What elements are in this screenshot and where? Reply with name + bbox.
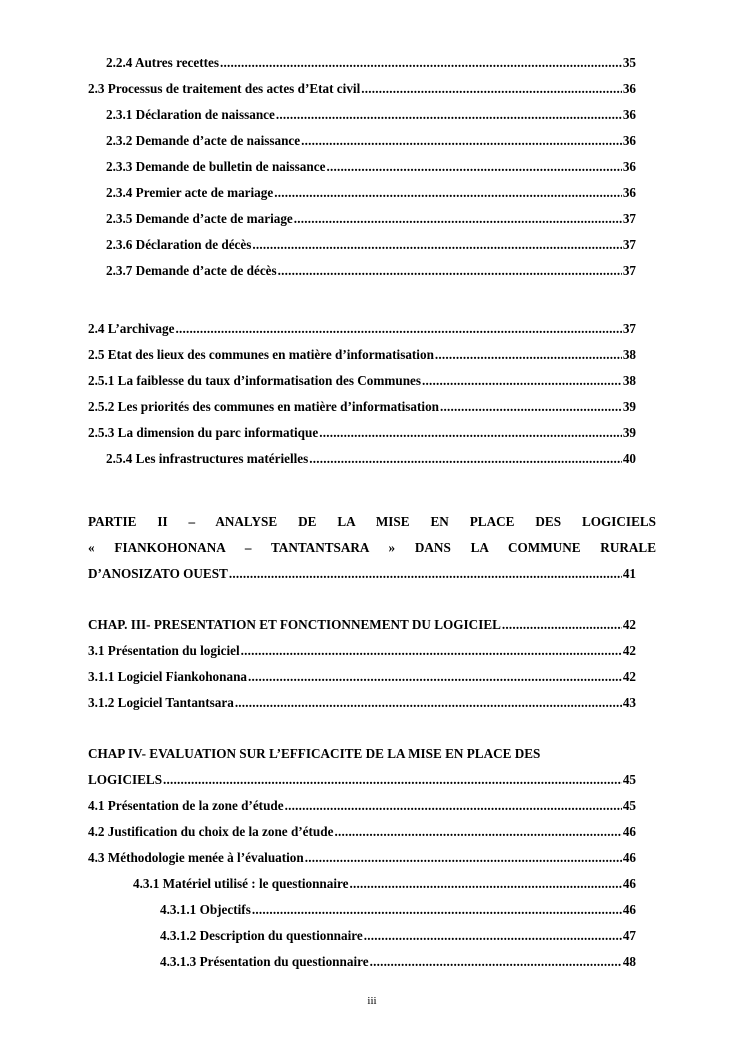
dot-leader [361, 81, 622, 97]
toc-entry[interactable] [88, 373, 636, 389]
toc-entry-title: 4.3.1 Matériel utilisé : le questionnaire [133, 876, 349, 891]
dot-leader [301, 133, 622, 149]
toc-entry-page: 36 [622, 185, 636, 200]
dot-leader [294, 211, 622, 227]
toc-entry-page: 37 [622, 237, 636, 252]
toc-entry-page: 39 [622, 399, 636, 414]
toc-entry-title: 4.3.1.2 Description du questionnaire [160, 928, 363, 943]
dot-leader [278, 263, 622, 279]
toc-entry[interactable] [88, 566, 636, 582]
dot-leader [370, 954, 622, 970]
toc-entry[interactable] [106, 211, 636, 227]
toc-entry-title: 2.5.2 Les priorités des communes en matière d’informatisation [88, 399, 440, 414]
dot-leader [252, 902, 622, 918]
toc-entry-title: 2.3 Processus de traitement des actes d’Etat civil [88, 81, 361, 96]
toc-entry-title: 2.5.3 La dimension du parc informatique [88, 425, 319, 440]
toc-entry-page: 46 [622, 850, 636, 865]
toc-entry[interactable] [106, 55, 636, 71]
part-heading-line[interactable]: PARTIE II – ANALYSE DE LA MISE EN PLACE DES LOGICIELS [88, 514, 656, 529]
toc-entry[interactable] [88, 399, 636, 415]
toc-entry-page: 42 [622, 617, 636, 632]
dot-leader [220, 55, 622, 71]
toc-entry-title: 2.3.2 Demande d’acte de naissance [106, 133, 301, 148]
toc-entry-page: 46 [622, 902, 636, 917]
toc-entry[interactable] [106, 451, 636, 467]
toc-entry-title: CHAP. III- PRESENTATION ET FONCTIONNEMENT DU LOGICIEL [88, 617, 501, 632]
toc-entry[interactable] [88, 81, 636, 97]
toc-entry[interactable] [88, 772, 636, 788]
toc-entry-title: 2.4 L’archivage [88, 321, 175, 336]
toc-entry-title: 2.3.4 Premier acte de mariage [106, 185, 274, 200]
toc-entry-page: 37 [622, 263, 636, 278]
toc-entry[interactable] [88, 617, 636, 633]
toc-entry-title: 2.5.1 La faiblesse du taux d’informatisation des Communes [88, 373, 422, 388]
dot-leader [422, 373, 622, 389]
dot-leader [163, 772, 622, 788]
toc-entry-page: 47 [622, 928, 636, 943]
dot-leader [285, 798, 622, 814]
toc-entry-page: 45 [622, 798, 636, 813]
toc-entry-title: 2.2.4 Autres recettes [106, 55, 220, 70]
dot-leader [241, 643, 622, 659]
toc-entry-title: D’ANOSIZATO OUEST [88, 566, 228, 581]
toc-entry-title: 4.3.1.1 Objectifs [160, 902, 251, 917]
toc-entry-page: 36 [622, 159, 636, 174]
dot-leader [309, 451, 622, 467]
dot-leader [175, 321, 621, 337]
toc-entry[interactable] [88, 850, 636, 866]
toc-entry[interactable] [88, 824, 636, 840]
dot-leader [435, 347, 622, 363]
dot-leader [364, 928, 622, 944]
toc-entry-title: 4.1 Présentation de la zone d’étude [88, 798, 284, 813]
toc-entry-page: 36 [622, 133, 636, 148]
dot-leader [440, 399, 622, 415]
toc-entry-page: 48 [622, 954, 636, 969]
toc-entry-page: 43 [622, 695, 636, 710]
toc-entry-title: 2.5 Etat des lieux des communes en matière d’informatisation [88, 347, 434, 362]
toc-entry-title: 2.3.7 Demande d’acte de décès [106, 263, 277, 278]
toc-entry-page: 37 [622, 211, 636, 226]
page-number: iii [367, 995, 377, 1007]
toc-entry-page: 39 [622, 425, 636, 440]
toc-entry-page: 42 [622, 669, 636, 684]
toc-entry-title: 2.3.3 Demande de bulletin de naissance [106, 159, 326, 174]
toc-entry-page: 37 [622, 321, 636, 336]
toc-entry-title: LOGICIELS [88, 772, 163, 787]
toc-entry-title: 4.3 Méthodologie menée à l’évaluation [88, 850, 304, 865]
toc-entry-page: 36 [622, 81, 636, 96]
dot-leader [248, 669, 622, 685]
toc-entry[interactable] [160, 954, 636, 970]
toc-entry-page: 38 [622, 373, 636, 388]
toc-entry-title: 2.3.6 Déclaration de décès [106, 237, 252, 252]
dot-leader [276, 107, 622, 123]
chapter-heading-line[interactable]: CHAP IV- EVALUATION SUR L’EFFICACITE DE LA MISE EN PLACE DES [88, 746, 541, 761]
toc-entry[interactable] [106, 107, 636, 123]
toc-entry[interactable] [133, 876, 636, 892]
toc-entry-title: 4.3.1.3 Présentation du questionnaire [160, 954, 369, 969]
toc-entry-page: 45 [622, 772, 636, 787]
dot-leader [350, 876, 622, 892]
dot-leader [326, 159, 621, 175]
toc-entry-page: 38 [622, 347, 636, 362]
toc-entry[interactable] [106, 159, 636, 175]
part-heading-line[interactable]: « FIANKOHONANA – TANTANTSARA » DANS LA COMMUNE RURALE [88, 540, 656, 555]
dot-leader [305, 850, 622, 866]
toc-entry[interactable] [88, 695, 636, 711]
toc-entry-title: 3.1.2 Logiciel Tantantsara [88, 695, 234, 710]
dot-leader [274, 185, 622, 201]
toc-entry[interactable] [88, 798, 636, 814]
toc-entry[interactable] [106, 185, 636, 201]
dot-leader [235, 695, 622, 711]
toc-entry-title: 2.3.1 Déclaration de naissance [106, 107, 275, 122]
toc-entry-page: 36 [622, 107, 636, 122]
toc-entry-page: 35 [622, 55, 636, 70]
toc-entry[interactable] [88, 425, 636, 441]
toc-entry-page: 42 [622, 643, 636, 658]
toc-entry[interactable] [88, 669, 636, 685]
toc-entry-title: 2.5.4 Les infrastructures matérielles [106, 451, 309, 466]
toc-entry-page: 40 [622, 451, 636, 466]
toc-entry[interactable] [106, 237, 636, 253]
dot-leader [319, 425, 622, 441]
toc-entry-title: 3.1 Présentation du logiciel [88, 643, 240, 658]
toc-entry[interactable] [106, 263, 636, 279]
toc-entry-title: 3.1.1 Logiciel Fiankohonana [88, 669, 248, 684]
dot-leader [252, 237, 621, 253]
toc-entry-title: 2.3.5 Demande d’acte de mariage [106, 211, 293, 226]
toc-entry-page: 46 [622, 824, 636, 839]
toc-entry-page: 46 [622, 876, 636, 891]
toc-entry[interactable] [160, 902, 636, 918]
toc-entry[interactable] [160, 928, 636, 944]
dot-leader [229, 566, 622, 582]
toc-entry-page: 41 [622, 566, 636, 581]
dot-leader [502, 617, 622, 633]
toc-entry[interactable] [88, 643, 636, 659]
toc-entry-title: 4.2 Justification du choix de la zone d’étude [88, 824, 334, 839]
toc-entry[interactable] [88, 347, 636, 363]
dot-leader [334, 824, 621, 840]
toc-entry[interactable] [88, 321, 636, 337]
toc-entry[interactable] [106, 133, 636, 149]
